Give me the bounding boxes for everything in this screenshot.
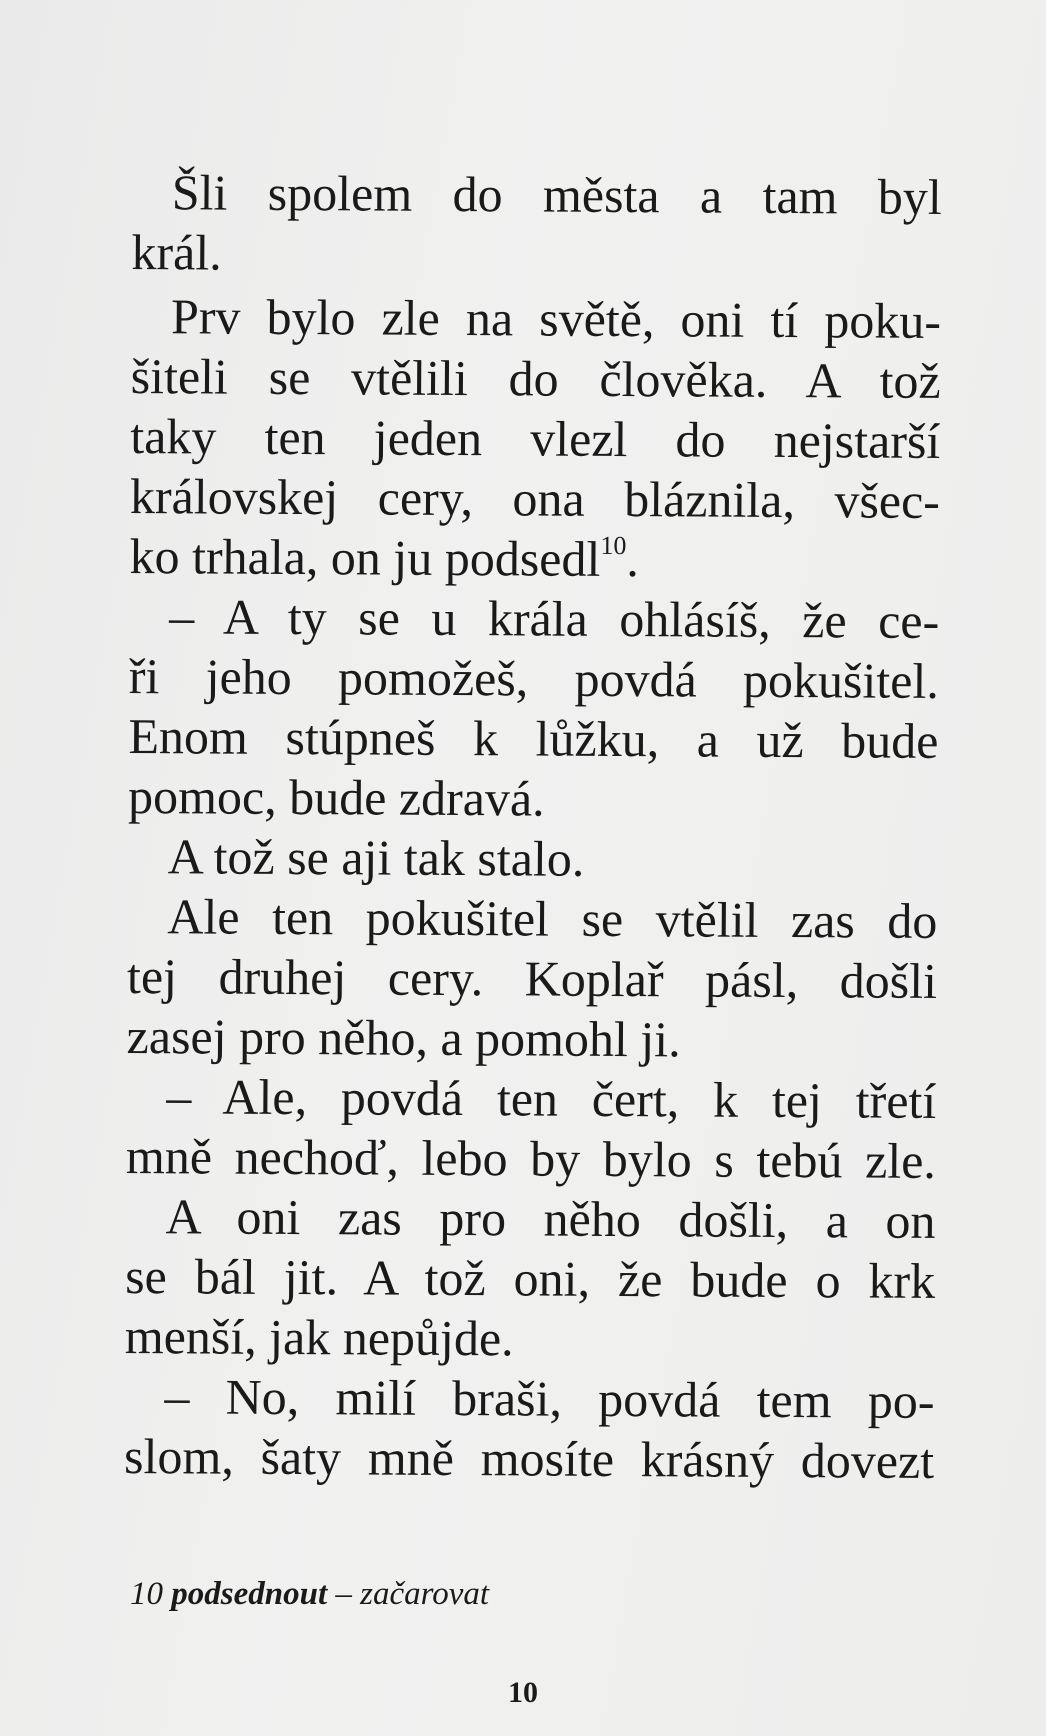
footnote-reference: 10 bbox=[600, 531, 627, 561]
text-line: A oni zas pro něho došli, a on bbox=[165, 1188, 936, 1249]
footnote-number: 10 bbox=[130, 1576, 163, 1612]
text-line: menší, jak nepůjde. bbox=[124, 1307, 514, 1367]
text-line: královskej cery, ona bláznila, všec- bbox=[129, 467, 941, 529]
text-line: ři jeho pomožeš, povdá pokušitel. bbox=[128, 647, 940, 709]
text-line: mně nechoď, lebo by bylo s tebú zle. bbox=[125, 1127, 937, 1189]
body-text bbox=[124, 162, 942, 1491]
text-line: slom, šaty mně mosíte krásný dovezt bbox=[123, 1427, 935, 1489]
footnote-dash: – bbox=[335, 1576, 352, 1612]
text-line: – A ty se u krála ohlásíš, že ce- bbox=[169, 588, 940, 649]
footnote-term: podsednout bbox=[171, 1576, 328, 1612]
text-line: šiteli se vtělili do člověka. A tož bbox=[130, 347, 941, 409]
text-line: – No, milí braši, povdá tem po- bbox=[164, 1368, 935, 1429]
footnote bbox=[130, 1576, 489, 1613]
footnote-definition: začarovat bbox=[360, 1576, 490, 1612]
text-line: A tož se aji tak stalo. bbox=[167, 828, 585, 887]
text-line: se bál jit. A tož oni, že bude o krk bbox=[125, 1247, 936, 1309]
text-line: Prv bylo zle na světě, oni tí poku- bbox=[170, 288, 942, 349]
text-line: král. bbox=[131, 223, 222, 281]
text-line: taky ten jeden vlezl do nejstarší bbox=[130, 407, 941, 469]
footnote-reference-trail: . bbox=[626, 531, 640, 588]
text-line: – Ale, povdá ten čert, k tej třetí bbox=[166, 1068, 937, 1129]
text-line: zasej pro něho, a pomohl ji. bbox=[126, 1007, 681, 1068]
text-line: Šli spolem do města a tam byl bbox=[171, 164, 942, 225]
text-line-with-footnote bbox=[129, 526, 939, 591]
text-line: pomoc, bude zdravá. bbox=[127, 767, 545, 827]
text-line-content: ko trhala, on ju podsedl bbox=[129, 527, 601, 587]
text-line: tej druhej cery. Koplař pásl, došli bbox=[126, 947, 938, 1009]
page-number: 10 bbox=[508, 1676, 538, 1709]
text-line: Ale ten pokušitel se vtělil zas do bbox=[167, 888, 938, 949]
text-line: Enom stúpneš k lůžku, a už bude bbox=[128, 707, 939, 769]
